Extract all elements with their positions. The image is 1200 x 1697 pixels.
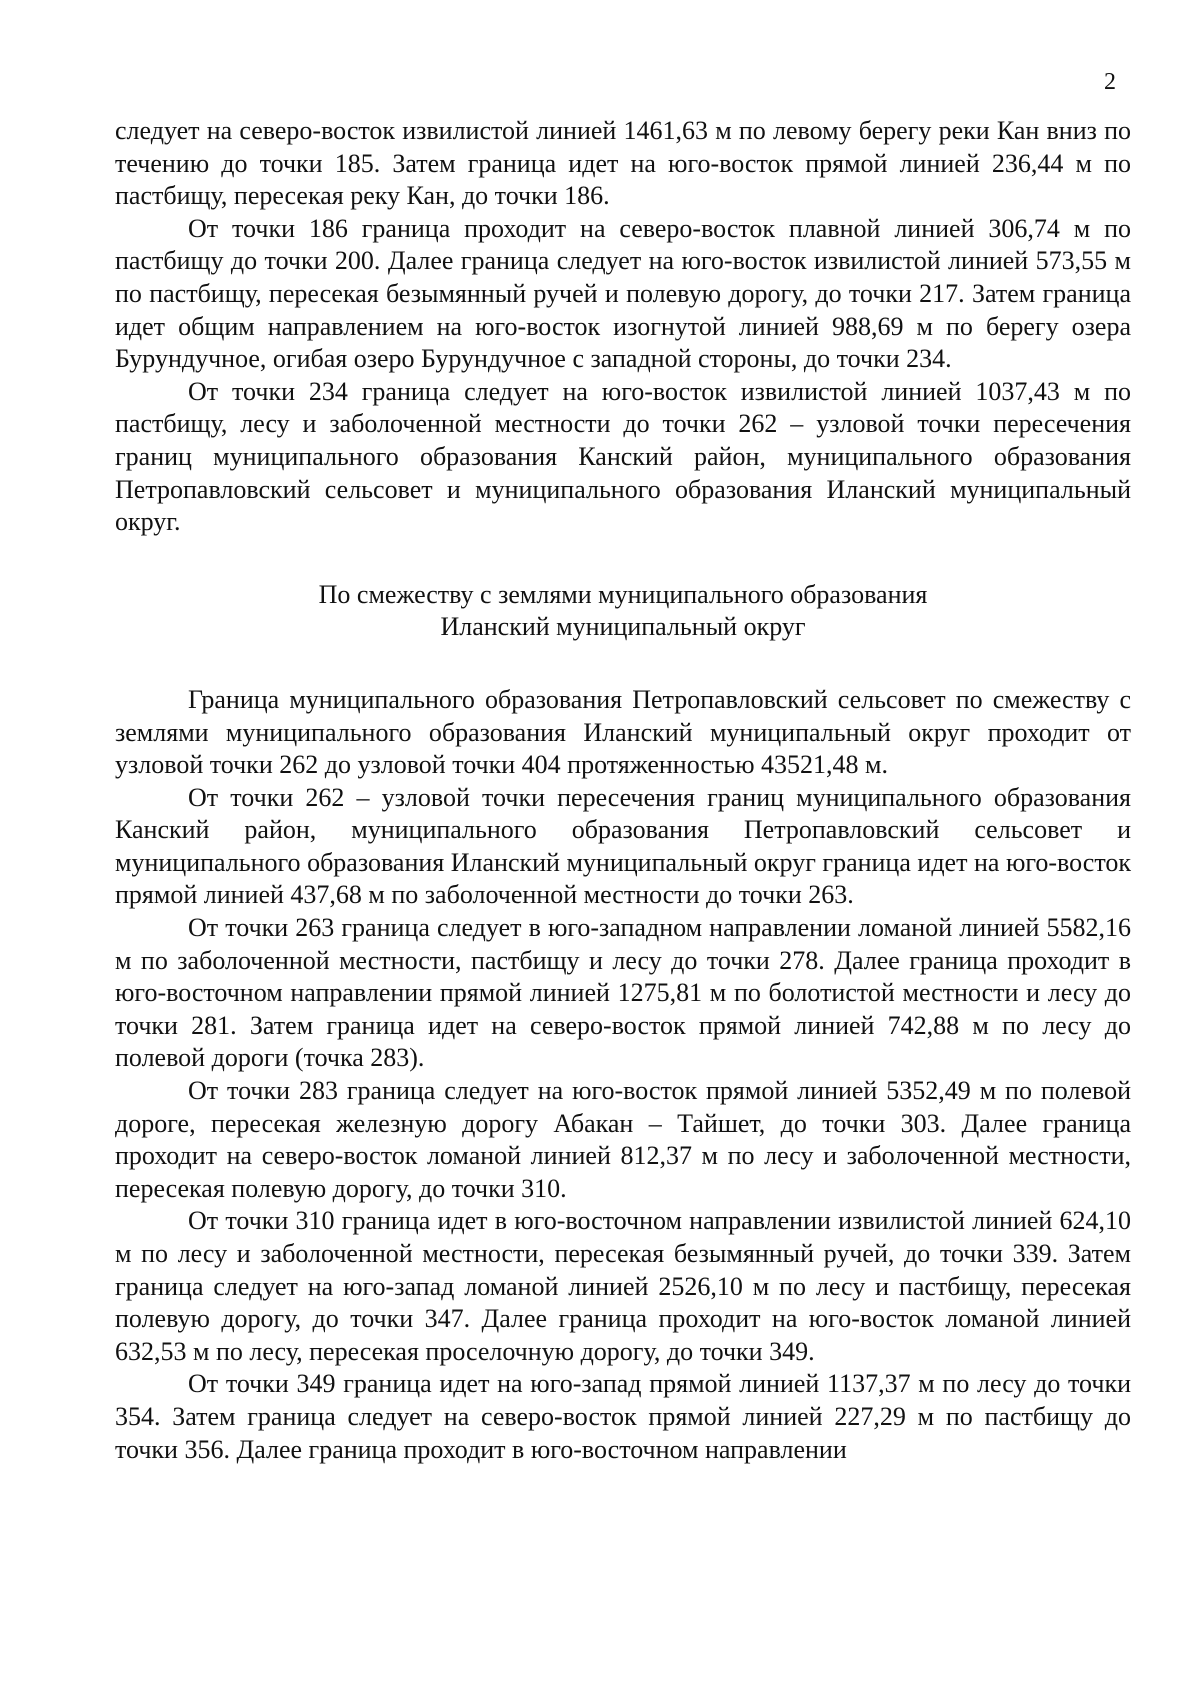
document-body bbox=[115, 115, 1131, 1466]
section-heading-line-2: Иланский муниципальный округ bbox=[440, 612, 806, 642]
paragraph: От точки 310 граница идет в юго-восточном направлении извилистой линией 624,10 м по лесу и заболоченной местности, пересекая безымянный ручей, до точки 339. Затем граница следует на юго-запад ломаной линией 2526,10 м по лесу и пастбищу, пересекая полевую дорогу, до точки 347. Далее граница проходит на юго-восток ломаной линией 632,53 м по лесу, пересекая проселочную дорогу, до точки 349. bbox=[115, 1206, 1131, 1366]
section-heading bbox=[115, 579, 1131, 644]
section-spacer bbox=[115, 644, 1131, 684]
paragraph: От точки 283 граница следует на юго-восток прямой линией 5352,49 м по полевой дороге, пересекая железную дорогу Абакан – Тайшет, до точки 303. Далее граница проходит на северо-восток ломаной линией 812,37 м по лесу и заболоченной местности, пересекая полевую дорогу, до точки 310. bbox=[115, 1076, 1131, 1203]
section-heading-line-1: По смежеству с землями муниципального образования bbox=[318, 579, 928, 609]
paragraph: Граница муниципального образования Петропавловский сельсовет по смежеству с землями муниципального образования Иланский муниципальный округ проходит от узловой точки 262 до узловой точки 404 протяженностью 43521,48 м. bbox=[115, 684, 1131, 780]
paragraph: От точки 263 граница следует в юго-западном направлении ломаной линией 5582,16 м по заболоченной местности, пастбищу и лесу до точки 278. Далее граница проходит в юго-восточном направлении прямой линией 1275,81 м по болотистой местности и лесу до точки 281. Затем граница идет на северо-восток прямой линией 742,88 м по лесу до полевой дороги (точка 283). bbox=[115, 913, 1131, 1073]
paragraph: От точки 234 граница следует на юго-восток извилистой линией 1037,43 м по пастбищу, лесу и заболоченной местности до точки 262 – узловой точки пересечения границ муниципального образования Канский район, муниципального образования Петропавловский сельсовет и муниципального образования Иланский муниципальный округ. bbox=[115, 376, 1131, 537]
page-number: 2 bbox=[1104, 69, 1116, 95]
paragraph: От точки 349 граница идет на юго-запад прямой линией 1137,37 м по лесу до точки 354. Затем граница следует на северо-восток прямой линией 227,29 м по пастбищу до точки 356. Далее граница проходит в юго-восточном направлении bbox=[115, 1369, 1131, 1464]
paragraph: следует на северо-восток извилистой линией 1461,63 м по левому берегу реки Кан вниз по течению до точки 185. Затем граница идет на юго-восток прямой линией 236,44 м по пастбищу, пересекая реку Кан, до точки 186. bbox=[115, 116, 1131, 211]
paragraph: От точки 262 – узловой точки пересечения границ муниципального образования Канский район, муниципального образования Петропавловский сельсовет и муниципального образования Иланский муниципальный округ граница идет на юго-восток прямой линией 437,68 м по заболоченной местности до точки 263. bbox=[115, 782, 1131, 910]
paragraph: От точки 186 граница проходит на северо-восток плавной линией 306,74 м по пастбищу до точки 200. Далее граница следует на юго-восток извилистой линией 573,55 м по пастбищу, пересекая безымянный ручей и полевую дорогу, до точки 217. Затем граница идет общим направлением на юго-восток изогнутой линией 988,69 м по берегу озера Бурундучное, огибая озеро Бурундучное с западной стороны, до точки 234. bbox=[115, 213, 1131, 374]
